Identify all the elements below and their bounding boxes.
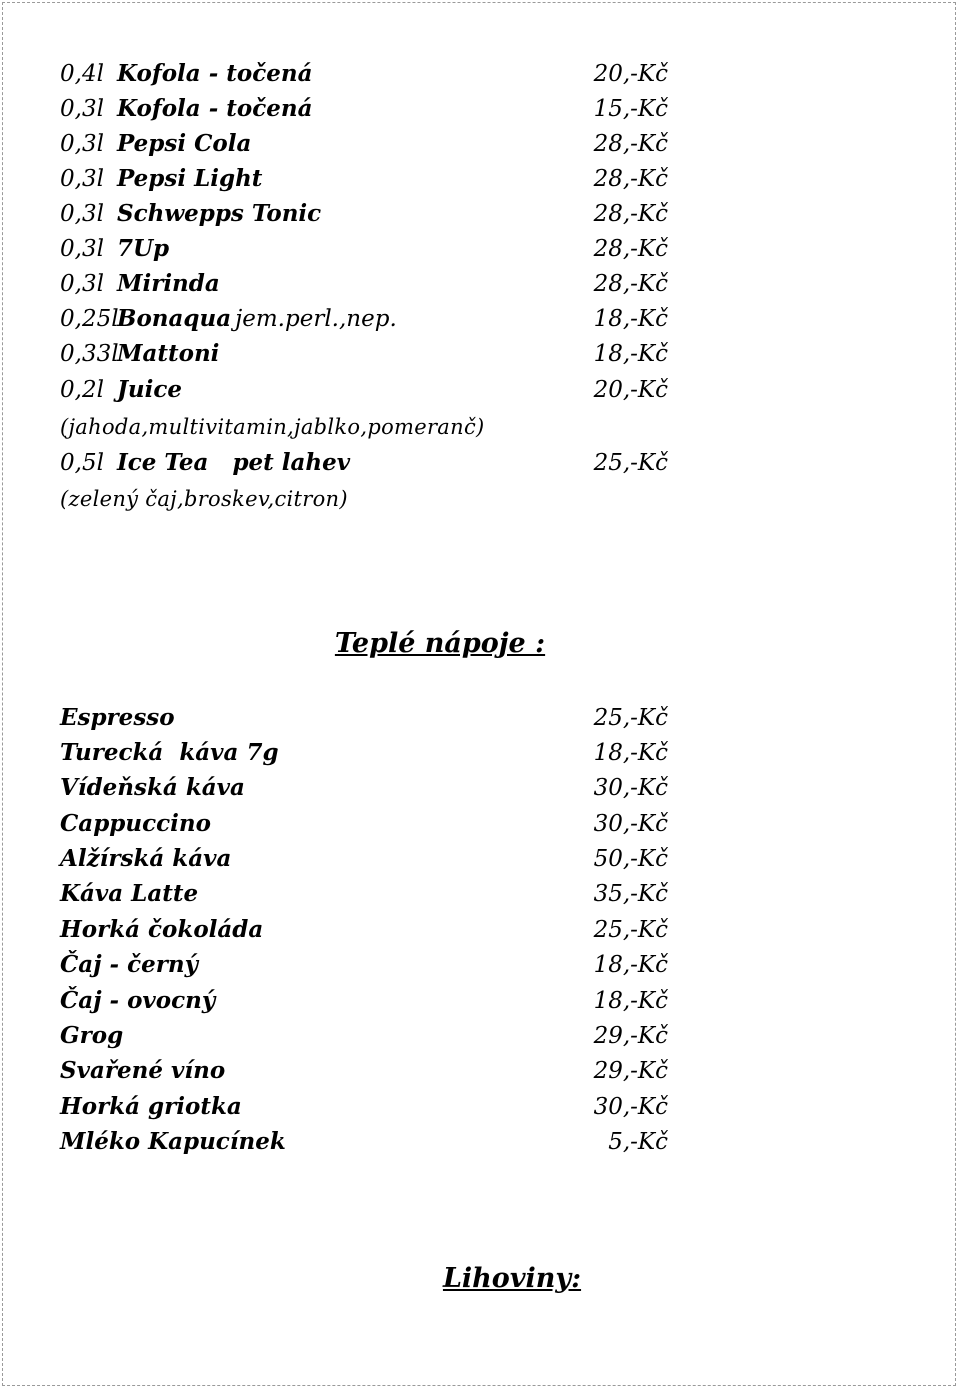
item-price: 28,-Kč — [593, 201, 668, 227]
menu-row — [60, 842, 668, 876]
item-name: Bonaqua — [117, 305, 232, 332]
item-price: 28,-Kč — [593, 131, 668, 157]
item-price: 28,-Kč — [593, 166, 668, 192]
item-price: 25,-Kč — [593, 917, 668, 943]
menu-row — [60, 948, 668, 982]
item-name: Horká čokoláda — [60, 916, 264, 943]
menu-row — [60, 1090, 668, 1124]
menu-row — [60, 736, 668, 770]
item-price: 18,-Kč — [593, 740, 668, 766]
item-price: 15,-Kč — [593, 96, 668, 122]
item-detail: jem.perl.,nep. — [235, 306, 397, 332]
item-name: Juice — [117, 376, 182, 403]
item-name: Mattoni — [117, 340, 220, 367]
item-name: Schwepps Tonic — [117, 200, 322, 227]
item-name: Mirinda — [117, 270, 220, 297]
item-price: 25,-Kč — [593, 450, 668, 476]
menu-row — [60, 373, 668, 407]
menu-row-ice-tea — [60, 446, 668, 480]
menu-row — [60, 877, 668, 911]
item-name: Kofola - točená — [117, 60, 313, 87]
item-price: 29,-Kč — [593, 1058, 668, 1084]
item-volume: 0,3l — [60, 131, 104, 157]
menu-row — [60, 1019, 668, 1053]
menu-row — [60, 701, 668, 735]
menu-row — [60, 984, 668, 1018]
item-price: 18,-Kč — [593, 952, 668, 978]
menu-row — [60, 337, 668, 371]
item-volume: 0,4l — [60, 61, 104, 87]
item-name: Mléko Kapucínek — [60, 1128, 286, 1155]
menu-row — [60, 807, 668, 841]
item-price: 28,-Kč — [593, 271, 668, 297]
item-price: 25,-Kč — [593, 705, 668, 731]
item-name: Čaj - ovocný — [60, 987, 216, 1014]
item-price: 35,-Kč — [593, 881, 668, 907]
menu-row — [60, 92, 668, 126]
menu-row — [60, 127, 668, 161]
item-name: Káva Latte — [60, 880, 199, 907]
ice-tea-flavors-note: (zelený čaj,broskev,citron) — [60, 487, 348, 511]
menu-row — [60, 162, 668, 196]
spirits-heading: Lihoviny: — [442, 1263, 582, 1294]
item-name: Alžírská káva — [60, 845, 232, 872]
menu-row — [60, 1054, 668, 1088]
item-price: 50,-Kč — [593, 846, 668, 872]
item-volume: 0,3l — [60, 96, 104, 122]
menu-row — [60, 913, 668, 947]
menu-row — [60, 232, 668, 266]
item-name: Pepsi Cola — [117, 130, 252, 157]
item-price: 20,-Kč — [593, 61, 668, 87]
item-price: 30,-Kč — [593, 1094, 668, 1120]
item-volume: 0,5l — [60, 450, 104, 476]
item-price: 30,-Kč — [593, 775, 668, 801]
item-name: Ice Tea pet lahev — [117, 449, 351, 476]
item-price: 29,-Kč — [593, 1023, 668, 1049]
item-price: 18,-Kč — [593, 988, 668, 1014]
item-volume: 0,3l — [60, 236, 104, 262]
item-name: Čaj - černý — [60, 951, 198, 978]
menu-row — [60, 197, 668, 231]
item-name: Horká griotka — [60, 1093, 242, 1120]
item-name: 7Up — [117, 235, 170, 262]
item-name: Cappuccino — [60, 810, 211, 837]
item-price: 20,-Kč — [593, 377, 668, 403]
item-name: Pepsi Light — [117, 165, 263, 192]
item-name: Espresso — [60, 704, 175, 731]
menu-row — [60, 1125, 668, 1159]
item-volume: 0,25l — [60, 306, 119, 332]
menu-row — [60, 302, 668, 336]
item-name: Turecká káva 7g — [60, 739, 279, 766]
item-volume: 0,33l — [60, 341, 119, 367]
item-volume: 0,3l — [60, 271, 104, 297]
menu-row — [60, 57, 668, 91]
item-volume: 0,2l — [60, 377, 104, 403]
menu-row — [60, 267, 668, 301]
item-name: Svařené víno — [60, 1057, 226, 1084]
item-volume: 0,3l — [60, 166, 104, 192]
item-price: 5,-Kč — [608, 1129, 668, 1155]
hot-drinks-heading: Teplé nápoje : — [334, 628, 546, 659]
item-name: Kofola - točená — [117, 95, 313, 122]
item-price: 18,-Kč — [593, 306, 668, 332]
item-price: 30,-Kč — [593, 811, 668, 837]
item-price: 28,-Kč — [593, 236, 668, 262]
menu-row — [60, 771, 668, 805]
item-volume: 0,3l — [60, 201, 104, 227]
juice-flavors-note: (jahoda,multivitamin,jablko,pomeranč) — [60, 415, 485, 439]
item-name: Grog — [60, 1022, 124, 1049]
item-name: Vídeňská káva — [60, 774, 245, 801]
item-price: 18,-Kč — [593, 341, 668, 367]
